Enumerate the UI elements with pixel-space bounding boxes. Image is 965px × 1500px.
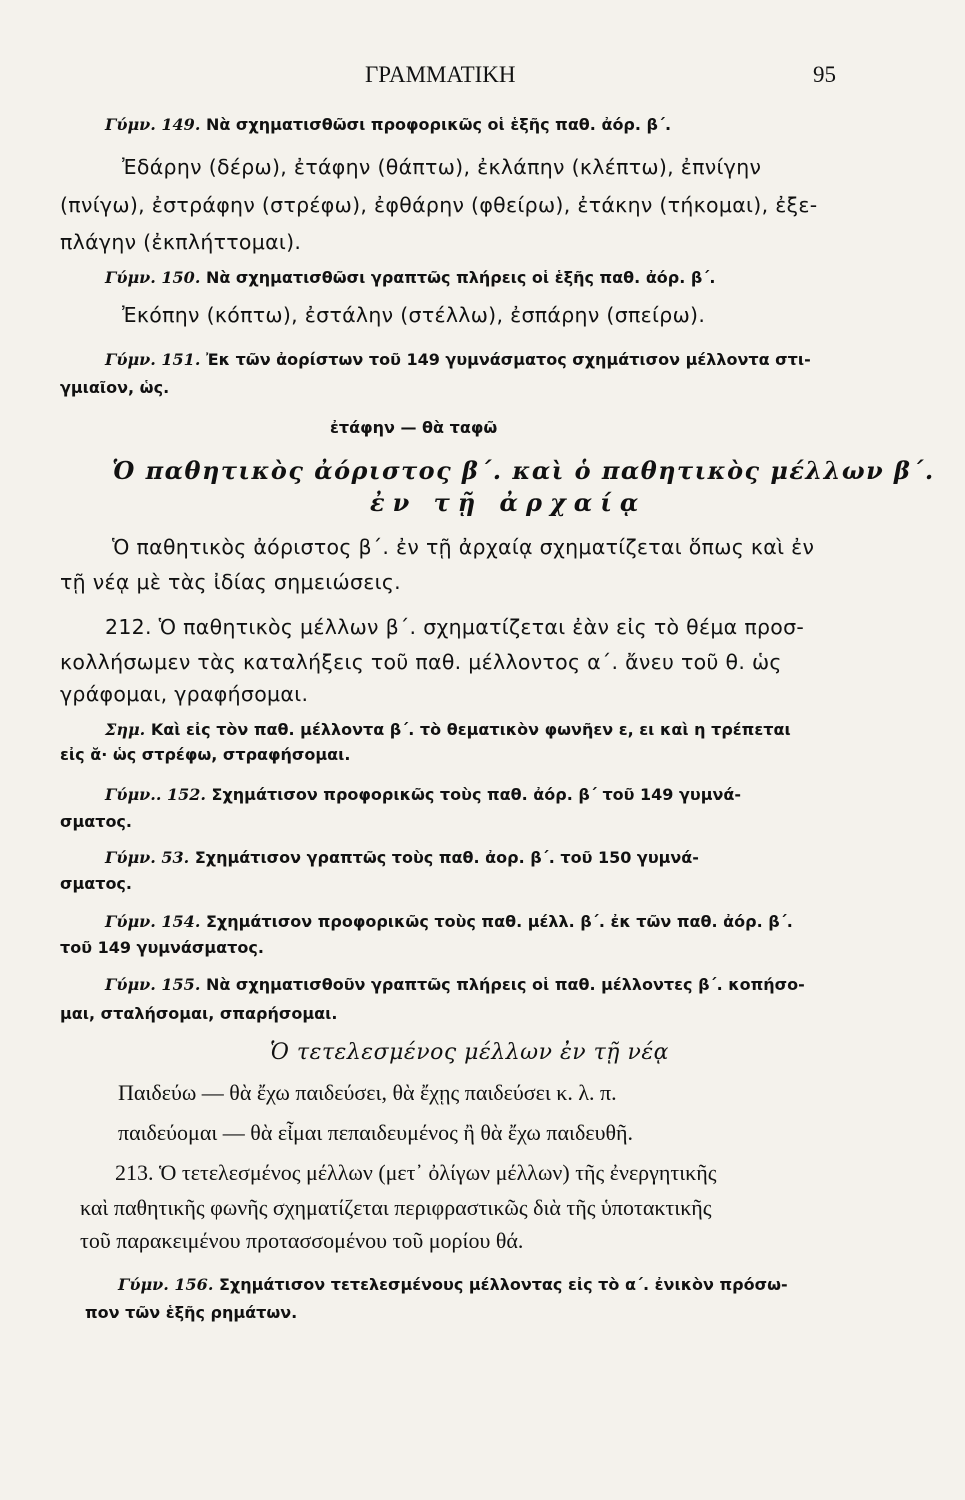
- exercise-text: Σχημάτισον προφορικῶς τοὺς παθ. ἀόρ. β΄ τοῦ 149 γυμνά-: [211, 785, 742, 804]
- paragraph-line: 213. Ὁ τετελεσμένος μέλλων (μετ᾽ ὀλίγων μέλλων) τῆς ἐνεργητικῆς: [115, 1160, 717, 1185]
- exercise-text: Νὰ σχηματισθῶσι προφορικῶς οἱ ἑξῆς παθ. ἀόρ. β΄.: [205, 115, 672, 134]
- running-title: ΓΡΑΜΜΑΤΙΚΗ: [365, 62, 516, 87]
- exercise-153-line-2: σματος.: [60, 874, 132, 893]
- exercise-150-line: [105, 268, 716, 287]
- paragraph-line: 212. Ὁ παθητικὸς μέλλων β΄. σχηματίζεται ἐὰν εἰς τὸ θέμα προσ-: [105, 615, 805, 639]
- exercise-149-line: [105, 115, 671, 134]
- exercise-label: Γύμν. 53.: [105, 848, 190, 867]
- exercise-154-line-2: τοῦ 149 γυμνάσματος.: [60, 938, 264, 957]
- exercise-label: Γύμν. 155.: [105, 975, 201, 994]
- paragraph-line: Ὁ παθητικὸς ἀόριστος β΄. ἐν τῇ ἀρχαίᾳ σχηματίζεται ὅπως καὶ ἐν: [112, 535, 815, 559]
- note-label: Σημ.: [105, 720, 146, 739]
- note-text: Καὶ εἰς τὸν παθ. μέλλοντα β΄. τὸ θεματικὸν φωνῆεν ε, ει καὶ η τρέπεται: [150, 720, 791, 739]
- exercise-156-line-2: πον τῶν ἑξῆς ρημάτων.: [85, 1303, 298, 1322]
- section-heading: Ὁ τετελεσμένος μέλλων ἐν τῇ νέᾳ: [270, 1040, 670, 1065]
- exercise-label: Γύμν.. 152.: [105, 785, 206, 804]
- paragraph-line: (πνίγω), ἐστράφην (στρέφω), ἐφθάρην (φθείρω), ἐτάκην (τήκομαι), ἐξε-: [60, 193, 818, 217]
- paragraph-line: Ἐκόπην (κόπτω), ἐστάλην (στέλλω), ἐσπάρην (σπείρω).: [122, 303, 706, 327]
- exercise-154-line: [105, 912, 793, 931]
- paragraph-line: τοῦ παρακειμένου προτασσομένου τοῦ μορίου θά.: [80, 1228, 524, 1253]
- exercise-text: Νὰ σχηματισθοῦν γραπτῶς πλήρεις οἱ παθ. μέλλοντες β΄. κοπήσο-: [205, 975, 805, 994]
- example-pair: ἐτάφην — θὰ ταφῶ: [330, 418, 498, 437]
- paragraph-line: Ἐδάρην (δέρω), ἐτάφην (θάπτω), ἐκλάπην (κλέπτω), ἐπνίγην: [122, 155, 762, 179]
- exercise-label: Γύμν. 154.: [105, 912, 201, 931]
- exercise-text: Ἐκ τῶν ἀορίστων τοῦ 149 γυμνάσματος σχημάτισον μέλλοντα στι-: [205, 350, 811, 369]
- section-heading: Ὁ παθητικὸς ἀόριστος β΄. καὶ ὁ παθητικὸς μέλλων β΄.: [112, 456, 935, 485]
- page-number: 95: [813, 62, 836, 87]
- paragraph-line: τῇ νέᾳ μὲ τὰς ἰδίας σημειώσεις.: [60, 570, 402, 594]
- exercise-153-line: [105, 848, 699, 867]
- exercise-text: Σχημάτισον γραπτῶς τοὺς παθ. ἀορ. β΄. τοῦ 150 γυμνά-: [194, 848, 699, 867]
- section-subheading: ἐν τῇ ἀρχαίᾳ: [370, 488, 647, 517]
- exercise-155-line-2: μαι, σταλήσομαι, σπαρήσομαι.: [60, 1004, 338, 1023]
- conjugation-row: Παιδεύω — θὰ ἔχω παιδεύσει, θὰ ἔχῃς παιδεύσει κ. λ. π.: [118, 1080, 617, 1105]
- exercise-label: Γύμν. 149.: [105, 115, 201, 134]
- exercise-151-line: [105, 350, 811, 369]
- exercise-label: Γύμν. 150.: [105, 268, 201, 287]
- paragraph-line: καὶ παθητικῆς φωνῆς σχηματίζεται περιφραστικῶς διὰ τῆς ὑποτακτικῆς: [80, 1195, 712, 1220]
- conjugation-row: παιδεύομαι — θὰ εἶμαι πεπαιδευμένος ἢ θὰ ἔχω παιδευθῆ.: [118, 1120, 634, 1145]
- paragraph-line: πλάγην (ἐκπλήττομαι).: [60, 230, 302, 254]
- exercise-155-line: [105, 975, 805, 994]
- exercise-text: Σχημάτισον προφορικῶς τοὺς παθ. μέλλ. β΄. ἐκ τῶν παθ. ἀόρ. β΄.: [205, 912, 793, 931]
- note-line: [105, 720, 791, 739]
- exercise-text: Νὰ σχηματισθῶσι γραπτῶς πλήρεις οἱ ἑξῆς παθ. ἀόρ. β΄.: [205, 268, 716, 287]
- note-line-2: εἰς ᾰ· ὡς στρέφω, στραφήσομαι.: [60, 745, 351, 764]
- exercise-152-line-2: σματος.: [60, 812, 132, 831]
- exercise-label: Γύμν. 156.: [118, 1275, 214, 1294]
- paragraph-line: κολλήσωμεν τὰς καταλήξεις τοῦ παθ. μέλλοντος α΄. ἄνευ τοῦ θ. ὡς: [60, 650, 782, 674]
- exercise-label: Γύμν. 151.: [105, 350, 201, 369]
- paragraph-line: γράφομαι, γραφήσομαι.: [60, 682, 309, 706]
- exercise-text: Σχημάτισον τετελεσμένους μέλλοντας εἰς τὸ α΄. ἐνικὸν πρόσω-: [218, 1275, 788, 1294]
- exercise-151-line-2: γμιαῖον, ὡς.: [60, 378, 170, 397]
- exercise-156-line: [118, 1275, 788, 1294]
- exercise-152-line: [105, 785, 741, 804]
